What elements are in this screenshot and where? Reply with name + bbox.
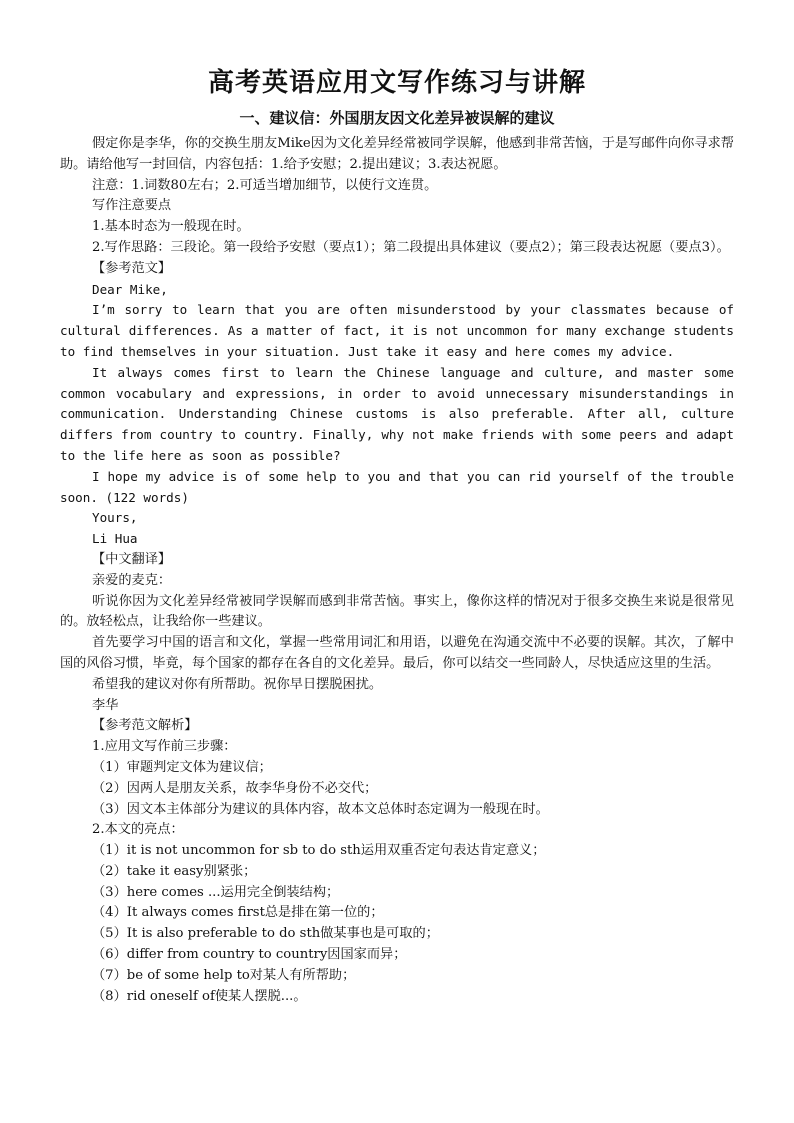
highlight-item: （4）It always comes first总是排在第一位的；	[92, 905, 384, 921]
highlight-item: （3）here comes ...运用完全倒装结构；	[92, 884, 340, 900]
document-page	[60, 62, 734, 1007]
tip-2: 2.写作思路：三段论。第一段给予安慰（要点1）；第二段提出具体建议（要点2）；第三段表达祝愿（要点3）。	[92, 239, 730, 255]
page-title: 高考英语应用文写作练习与讲解	[207, 68, 586, 98]
step-item: （1）审题判定文体为建议信；	[92, 759, 272, 775]
highlight-item: （1）it is not uncommon for sb to do sth运用双重否定句表达肯定意义；	[92, 843, 546, 859]
highlight-item: （8）rid oneself of使某人摆脱...。	[92, 988, 307, 1004]
sample-para-2: It always comes first to learn the Chinese language and culture, and master some common vocabulary and expressions, in order to avoid unnecessary misunderstandings in communication. Understanding Chinese customs is also preferable. After all, culture differs from country to country. Finally, why not make friends with some peers and adapt to the life here as soon as possible?	[60, 364, 734, 463]
analysis-heading: 【参考范文解析】	[92, 718, 198, 734]
highlight-item: （5）It is also preferable to do sth做某事也是可取的；	[92, 926, 439, 942]
highlight-item: （6）differ from country to country因国家而异；	[92, 947, 407, 963]
section-subtitle: 一、建议信：外国朋友因文化差异被误解的建议	[239, 109, 555, 127]
highlight-item: （7）be of some help to对某人有所帮助；	[92, 967, 356, 983]
sample-para-3: I hope my advice is of some help to you and that you can rid yourself of the trouble soon. (122 words)	[60, 468, 734, 505]
translation-heading: 【中文翻译】	[92, 551, 172, 567]
step-item: （2）因两人是朋友关系，故李华身份不必交代；	[92, 780, 378, 796]
sample-para-1: I’m sorry to learn that you are often misunderstood by your classmates because of cultural differences. As a matter of fact, it is not uncommon for many exchange students to find themselves in your situation. Just take it easy and here comes my advice.	[60, 302, 734, 359]
task-prompt: 假定你是李华，你的交换生朋友Mike因为文化差异经常被同学误解，他感到非常苦恼，于是写邮件向你寻求帮助。请给他写一封回信，内容包括：1.给予安慰；2.提出建议；3.表达祝愿。	[60, 136, 734, 172]
steps-heading: 1.应用文写作前三步骤：	[92, 739, 237, 755]
task-note: 注意：1.词数80左右；2.可适当增加细节，以使行文连贯。	[92, 177, 438, 193]
step-item: （3）因文本主体部分为建议的具体内容，故本文总体时态定调为一般现在时。	[92, 801, 549, 817]
translation-para-3: 希望我的建议对你有所帮助。祝你早日摆脱困扰。	[92, 676, 383, 692]
sample-greeting: Dear Mike,	[92, 281, 168, 297]
highlights-heading: 2.本文的亮点：	[92, 822, 184, 838]
sample-heading: 【参考范文】	[92, 260, 172, 276]
tips-heading: 写作注意要点	[92, 198, 172, 214]
translation-signature: 李华	[92, 697, 119, 713]
translation-para-1: 听说你因为文化差异经常被同学误解而感到非常苦恼。事实上，像你这样的情况对于很多交换生来说是很常见的。放轻松点，让我给你一些建议。	[60, 593, 734, 630]
sample-signature: Li Hua	[92, 531, 138, 547]
highlight-item: （2）take it easy别紧张；	[92, 863, 257, 879]
sample-closing: Yours,	[92, 510, 138, 526]
translation-para-2: 首先要学习中国的语言和文化，掌握一些常用词汇和用语，以避免在沟通交流中不必要的误解。其次，了解中国的风俗习惯，毕竟，每个国家的都存在各自的文化差异。最后，你可以结交一些同龄人，尽快适应这里的生活。	[60, 635, 734, 671]
tip-1: 1.基本时态为一般现在时。	[92, 219, 250, 235]
translation-greeting: 亲爱的麦克：	[92, 572, 172, 588]
